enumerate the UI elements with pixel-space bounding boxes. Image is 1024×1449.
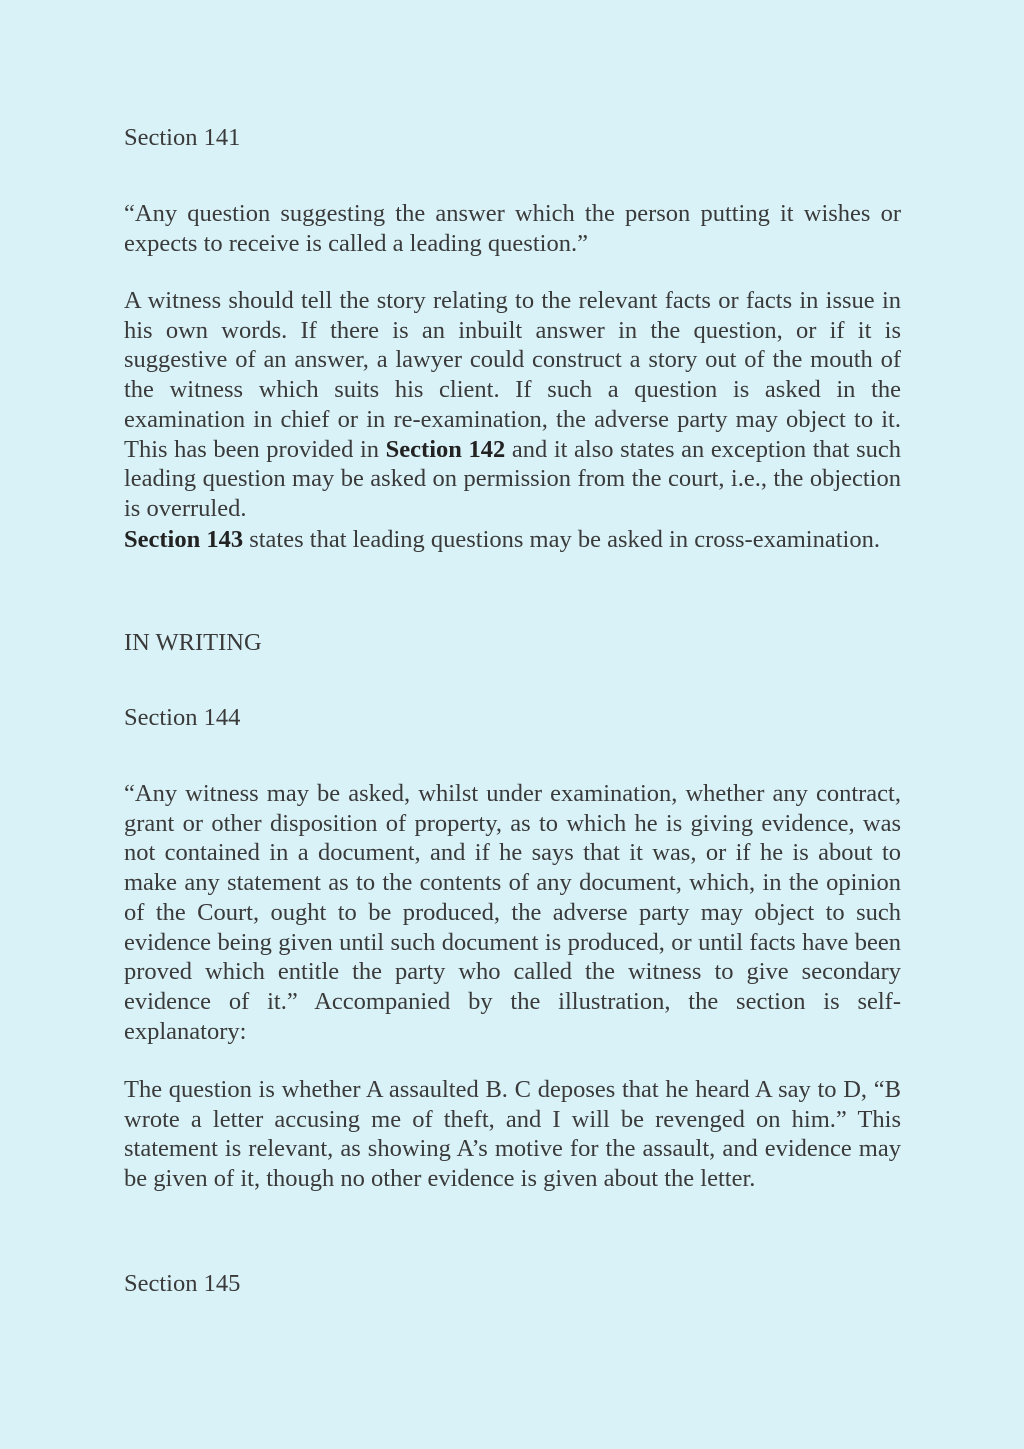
section-144-heading: Section 144 xyxy=(124,704,241,731)
witness-paragraph-part1: A witness should tell the story relating to the relevant facts or facts in issue in his own words. If there is an inbuilt answer in the question, or if it is suggestive of an answer, a lawyer could construct a story out of the mouth of the witness which suits his client. If such a question is asked in the examination in chief or in re-examination, the adverse party may object to it. This has been provided in xyxy=(124,287,901,463)
section-145-heading: Section 145 xyxy=(124,1270,241,1297)
section-144-quote: “Any witness may be asked, whilst under examination, whether any contract, grant or other disposition of property, as to which he is giving evidence, was not contained in a document, and if he says that it was, or if he is about to make any statement as to the contents of any document, which, in the opinion of the Court, ought to be produced, the adverse party may object to such evidence being given until such document is produced, or until facts have been proved which entitle the party who called the witness to give secondary evidence of it.” Accompanied by the illustration, the section is self-explanatory: xyxy=(124,780,901,1045)
in-writing-heading: IN WRITING xyxy=(124,629,262,656)
section-143-paragraph xyxy=(124,525,901,555)
section-143-reference: Section 143 xyxy=(124,526,244,553)
witness-paragraph-part2: and it also states an exception that such leading question may be asked on permission from the court, i.e., the objection is overruled. xyxy=(124,435,901,522)
illustration-paragraph: The question is whether A assaulted B. C deposes that he heard A say to D, “B wrote a letter accusing me of theft, and I will be revenged on him.” This statement is relevant, as showing A’s motive for the assault, and evidence may be given of it, though no other evidence is given about the letter. xyxy=(124,1076,901,1193)
witness-paragraph xyxy=(124,286,901,524)
section-143-text: states that leading questions may be asked in cross-examination. xyxy=(243,526,880,553)
section-141-quote: “Any question suggesting the answer which the person putting it wishes or expects to receive is called a leading question.” xyxy=(124,200,901,257)
section-141-heading: Section 141 xyxy=(124,124,241,151)
section-142-reference: Section 142 xyxy=(385,435,506,463)
